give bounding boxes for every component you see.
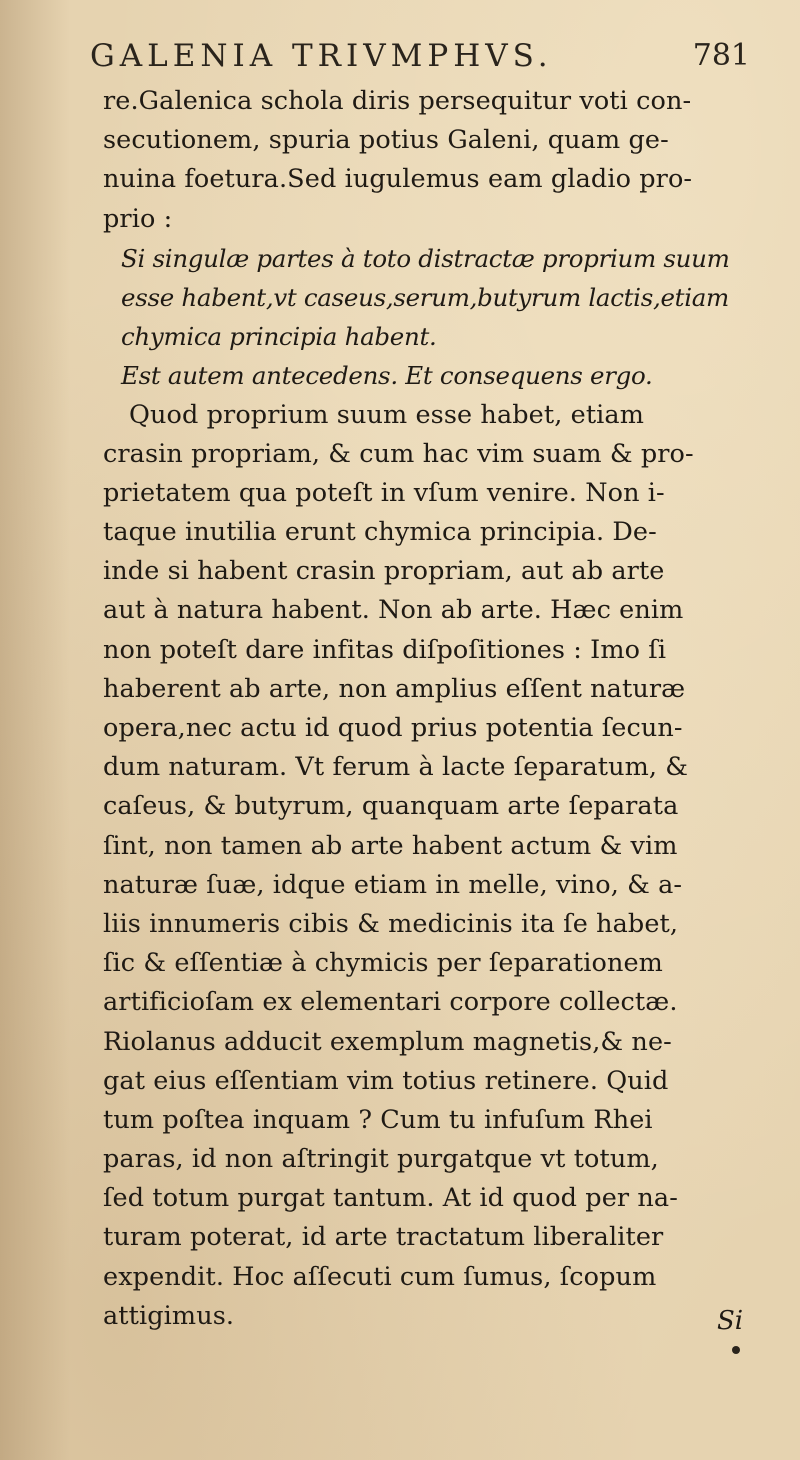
catchword: Si	[717, 1306, 744, 1336]
ink-spot	[732, 1346, 740, 1354]
text-line: secutionem, spuria potius Galeni, quam ge-	[103, 125, 669, 156]
text-line: naturæ ſuæ, idque etiam in melle, vino, & a-	[103, 869, 683, 900]
text-line: dum naturam. Vt ferum à lacte ſeparatum, &	[103, 752, 689, 783]
text-line: ſint, non tamen ab arte habent actum & vim	[103, 830, 678, 861]
text-line: Quod proprium suum esse habet, etiam	[129, 399, 645, 430]
text-line: paras, id non aſtringit purgatque vt totum,	[103, 1144, 659, 1175]
text-line: prietatem qua poteſt in vſum venire. Non i-	[103, 477, 665, 508]
text-line: turam poterat, id arte tractatum liberaliter	[103, 1222, 664, 1253]
text-line: gat eius eſſentiam vim totius retinere. Quid	[103, 1065, 669, 1096]
text-line: attigimus.	[103, 1300, 235, 1331]
text-line: ſic & eſſentiæ à chymicis per ſeparationem	[103, 948, 663, 979]
running-head	[90, 38, 750, 78]
text-line: crasin propriam, & cum hac vim suam & pro-	[103, 438, 694, 469]
body-text	[103, 82, 763, 1336]
syllogism-line: chymica principia habent.	[121, 322, 437, 352]
text-line: liis innumeris cibis & medicinis ita ſe habet,	[103, 908, 679, 939]
text-line: ſed totum purgat tantum. At id quod per na-	[103, 1183, 678, 1214]
text-line: re.Galenica schola diris persequitur voti con-	[103, 86, 692, 116]
text-line: prio :	[103, 203, 173, 234]
running-title: GALENIA TRIVMPHVS.	[90, 38, 553, 74]
gutter-shadow	[0, 0, 70, 1460]
text-line: Riolanus adducit exemplum magnetis,& ne-	[103, 1026, 672, 1057]
text-line: opera,nec actu id quod prius potentia ſecun-	[103, 713, 683, 743]
text-line: inde si habent crasin propriam, aut ab arte	[103, 556, 665, 587]
text-line: artificioſam ex elementari corpore collectæ.	[103, 987, 678, 1018]
syllogism-line: esse habent,vt caseus,serum,butyrum lactis,etiam	[121, 282, 729, 312]
text-line: caſeus, & butyrum, quanquam arte ſeparata	[103, 791, 679, 822]
text-line: aut à natura habent. Non ab arte. Hæc enim	[103, 595, 684, 626]
text-line: non poteſt dare infitas diſpoſitiones : Imo ſi	[103, 634, 667, 665]
syllogism-line: Est autem antecedens. Et consequens ergo.	[121, 361, 653, 391]
text-line: expendit. Hoc aſſecuti cum ſumus, ſcopum	[103, 1261, 657, 1292]
text-line: nuina foetura.Sed iugulemus eam gladio pro-	[103, 164, 693, 195]
page-number: 781	[692, 38, 750, 73]
text-line: tum poſtea inquam ? Cum tu infuſum Rhei	[103, 1104, 653, 1135]
syllogism-line: Si singulæ partes à toto distractæ proprium suum	[121, 243, 730, 273]
text-line: haberent ab arte, non amplius eſſent naturæ	[103, 673, 686, 704]
text-line: taque inutilia erunt chymica principia. De-	[103, 517, 657, 548]
